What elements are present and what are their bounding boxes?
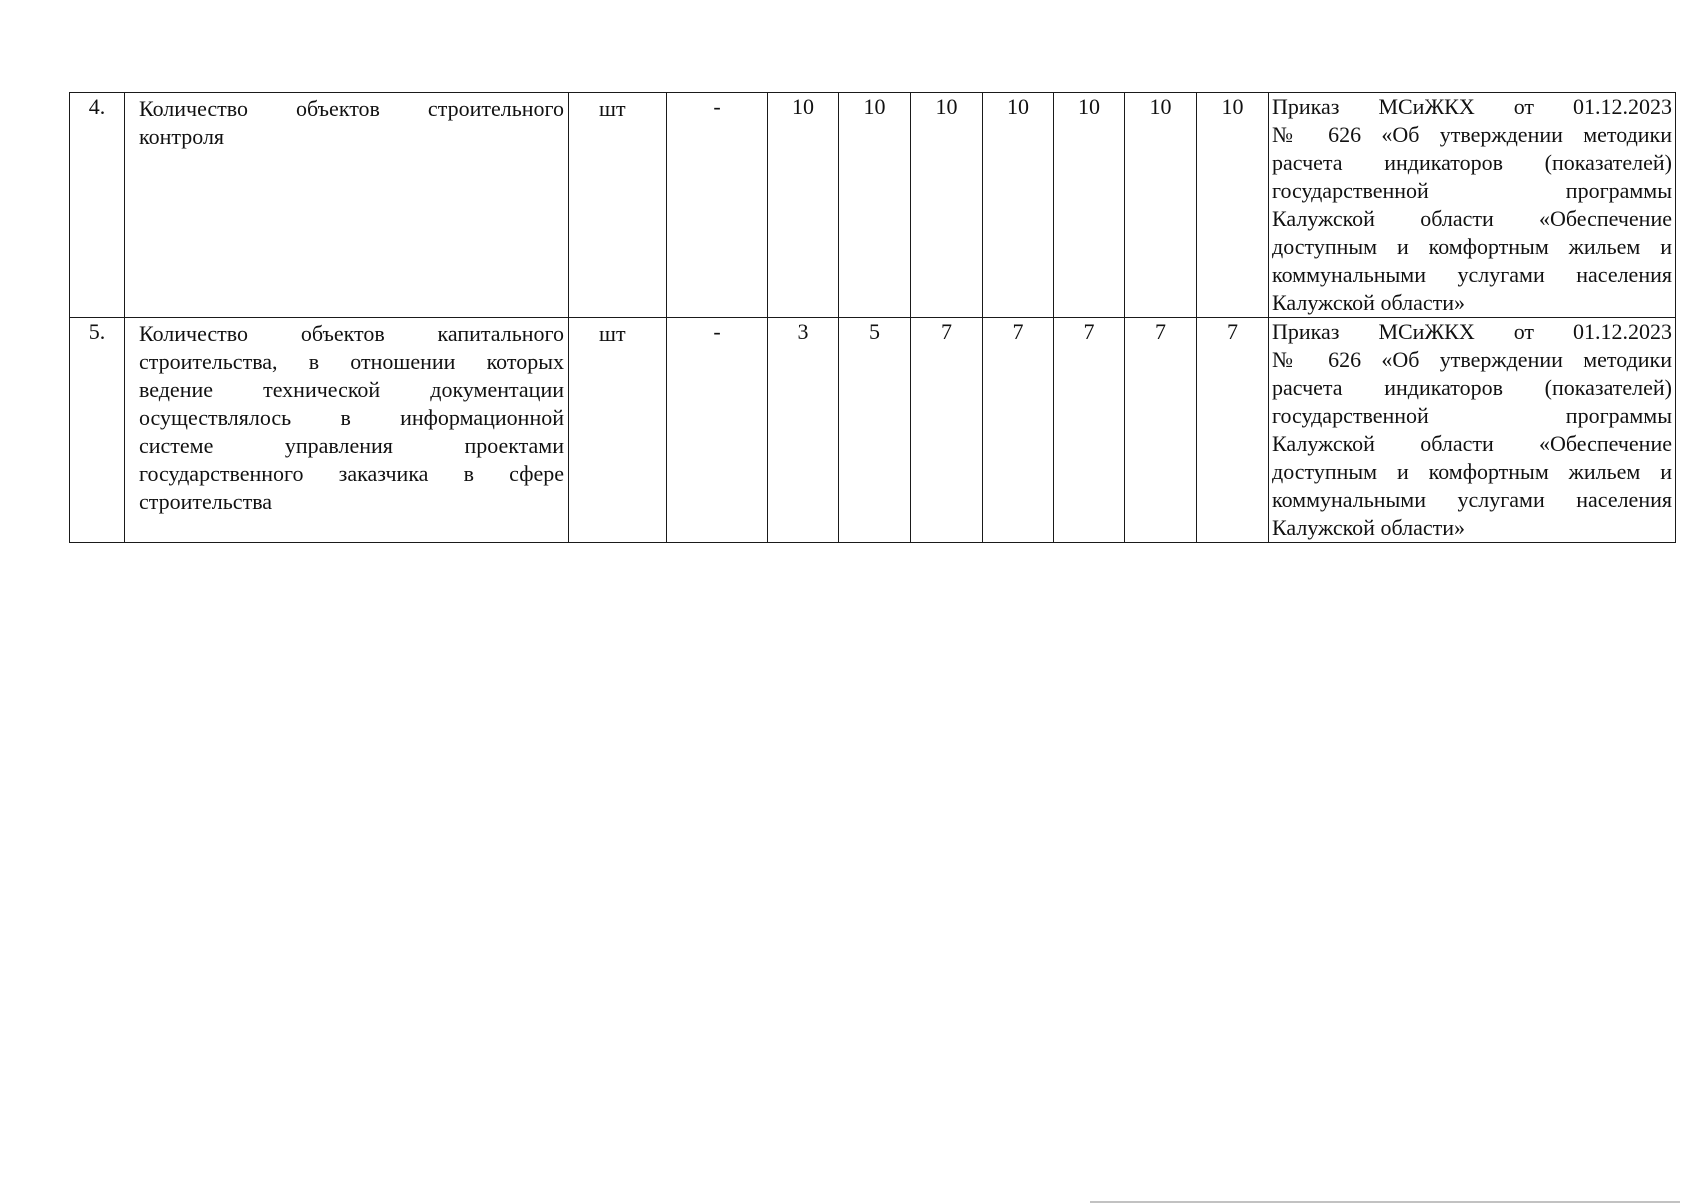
- indicator-name-line: государственного заказчика в сфере: [139, 461, 564, 486]
- source-line: расчета индикаторов (показателей): [1272, 375, 1672, 400]
- source-line: государственной программы: [1272, 178, 1672, 203]
- indicator-name-line: контроля: [139, 124, 225, 149]
- source-line: доступным и комфортным жильем и: [1272, 459, 1672, 484]
- year-value-cell: 7: [1197, 318, 1269, 543]
- year-value-cell: 7: [1125, 318, 1197, 543]
- source-line: Приказ МСиЖКХ от 01.12.2023: [1272, 94, 1672, 119]
- unit-cell: шт: [569, 93, 667, 318]
- source-line: Приказ МСиЖКХ от 01.12.2023: [1272, 319, 1672, 344]
- source-line: Калужской области»: [1272, 515, 1465, 540]
- source-line: коммунальными услугами населения: [1272, 487, 1672, 512]
- table-row: [70, 318, 1676, 543]
- source-line: расчета индикаторов (показателей): [1272, 150, 1672, 175]
- indicator-name-line: системе управления проектами: [139, 433, 564, 458]
- year-value-cell: 10: [1125, 93, 1197, 318]
- base-value-cell: -: [667, 318, 768, 543]
- indicator-name: [125, 318, 569, 543]
- year-value-cell: 7: [983, 318, 1054, 543]
- source-line: государственной программы: [1272, 403, 1672, 428]
- source-line: № 626 «Об утверждении методики: [1272, 347, 1672, 372]
- source-line: Калужской области «Обеспечение: [1272, 431, 1672, 456]
- source-line: Калужской области «Обеспечение: [1272, 206, 1672, 231]
- year-value-cell: 10: [983, 93, 1054, 318]
- source-line: № 626 «Об утверждении методики: [1272, 122, 1672, 147]
- unit-cell: шт: [569, 318, 667, 543]
- indicator-name-line: строительства, в отношении которых: [139, 349, 564, 374]
- year-value-cell: 7: [1054, 318, 1125, 543]
- source-line: доступным и комфортным жильем и: [1272, 234, 1672, 259]
- year-value-cell: 10: [768, 93, 839, 318]
- source-line: коммунальными услугами населения: [1272, 262, 1672, 287]
- indicator-name-line: Количество объектов капитального: [139, 321, 564, 346]
- indicators-table: [69, 92, 1676, 543]
- indicator-name-line: осуществлялось в информационной: [139, 405, 564, 430]
- year-value-cell: 5: [839, 318, 911, 543]
- year-value-cell: 10: [911, 93, 983, 318]
- base-value-cell: -: [667, 93, 768, 318]
- row-number: 4.: [70, 93, 125, 318]
- year-value-cell: 10: [839, 93, 911, 318]
- indicator-name-line: строительства: [139, 489, 273, 514]
- year-value-cell: 10: [1197, 93, 1269, 318]
- table-row: [70, 93, 1676, 318]
- row-number: 5.: [70, 318, 125, 543]
- indicator-name-line: Количество объектов строительного: [139, 96, 564, 121]
- year-value-cell: 3: [768, 318, 839, 543]
- year-value-cell: 7: [911, 318, 983, 543]
- source-document-cell: [1269, 93, 1676, 318]
- indicator-name: [125, 93, 569, 318]
- source-document-cell: [1269, 318, 1676, 543]
- year-value-cell: 10: [1054, 93, 1125, 318]
- scan-artifact: [720, 4, 850, 8]
- indicator-name-line: ведение технической документации: [139, 377, 564, 402]
- source-line: Калужской области»: [1272, 290, 1465, 315]
